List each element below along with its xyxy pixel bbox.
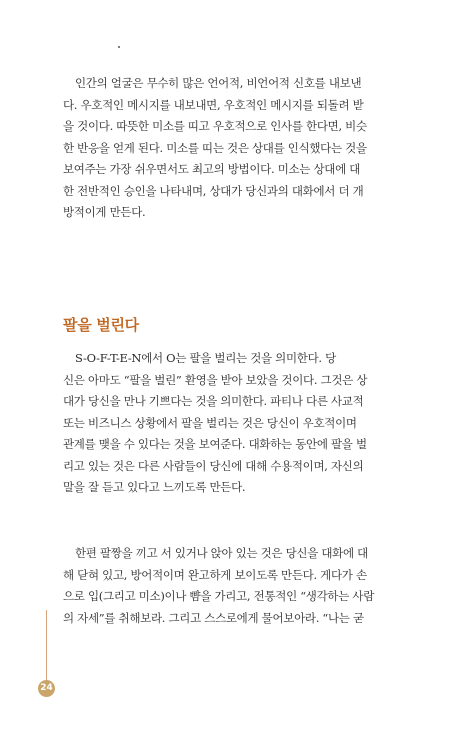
paragraph-smile [63,73,413,224]
text-line: 말을 잘 듣고 있다고 느끼도록 만든다. [63,480,246,494]
text-line: 신은 아마도 “팔을 벌린” 환영을 받아 보았을 것이다. 그것은 상 [63,372,368,387]
text-line: 관계를 맺을 수 있다는 것을 보여준다. 대화하는 동안에 팔을 벌 [63,437,367,451]
text-line: 한 전반적인 승인을 나타내며, 상대가 당신과의 대화에서 더 개 [63,183,364,198]
text-line: 방적이게 만든다. [63,205,146,219]
page-number-badge: 24 [38,680,55,697]
text-line: 대가 당신을 만나 기쁘다는 것을 의미한다. 파티나 다른 사교적 [63,394,364,408]
text-line: 다. 우호적인 메시지를 내보내면, 우호적인 메시지를 되돌려 받 [63,97,364,112]
paragraph-crossed-arms [63,543,413,629]
text-line: 또는 비즈니스 상황에서 팔을 벌리는 것은 당신이 우호적이며 [63,415,357,430]
text-line: 리고 있는 것은 다른 사람들이 당신에 대해 수용적이며, 자신의 [63,458,364,473]
text-line: 한편 팔짱을 끼고 서 있거나 앉아 있는 것은 당신을 대화에 대 [75,546,368,560]
text-line: 한 반응을 얻게 된다. 미소를 띠는 것은 상대를 인식했다는 것을 [63,140,367,155]
text-line: 해 닫혀 있고, 방어적이며 완고하게 보이도록 만든다. 게다가 손 [63,567,367,582]
paragraph-open-arms [63,348,413,499]
section-heading: 팔을 벌린다 [63,316,139,334]
margin-rule [46,610,47,683]
text-line: 보여주는 가장 쉬우면서도 최고의 방법이다. 미소는 상대에 대 [63,162,361,176]
decorative-dot [118,46,120,48]
text-line: 의 자세”를 취해보라. 그리고 스스로에게 물어보아라. “나는 굳 [63,610,364,625]
text-line: 인간의 얼굴은 무수히 많은 언어적, 비언어적 신호를 내보낸 [75,76,362,90]
text-line: 을 것이다. 따뜻한 미소를 띠고 우호적으로 인사를 한다면, 비슷 [63,119,367,133]
text-line: S-O-F-T-E-N에서 O는 팔을 벌리는 것을 의미한다. 당 [75,351,336,365]
text-line: 으로 입(그리고 미소)이나 뺨을 가리고, 전통적인 “생각하는 사람 [63,589,375,603]
